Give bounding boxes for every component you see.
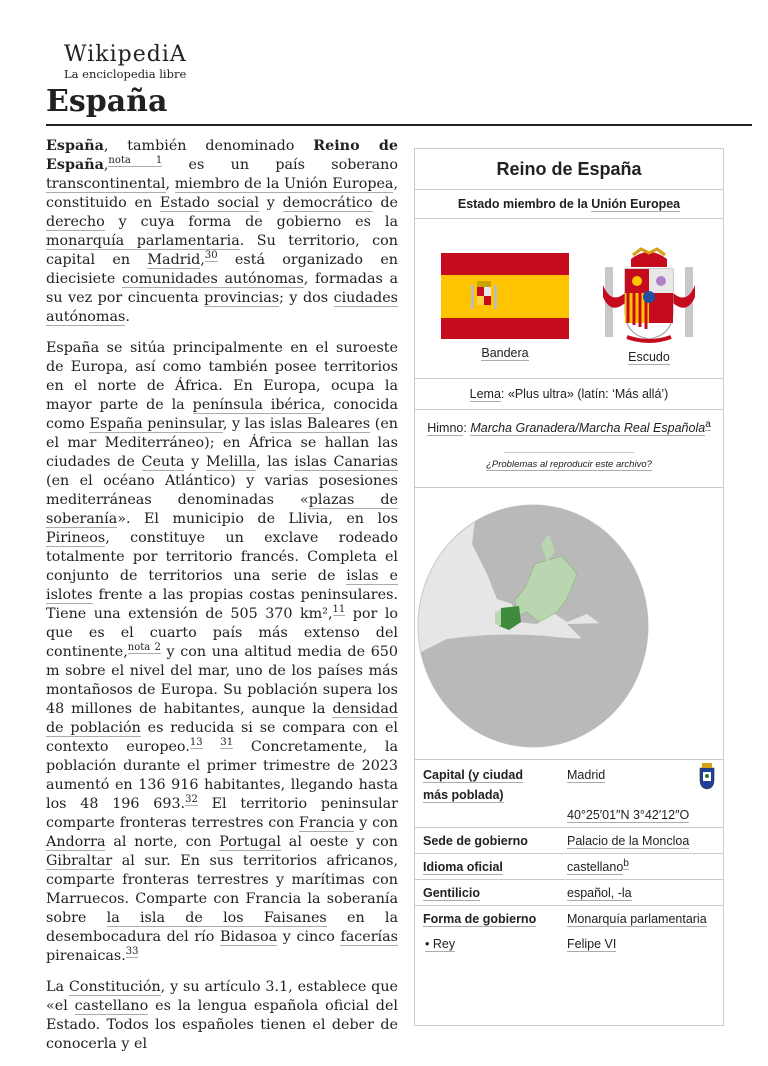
text: , conocida como <box>46 397 398 432</box>
link-madrid[interactable]: Madrid <box>147 252 201 268</box>
coa-caption[interactable] <box>601 350 697 364</box>
link-union-europea[interactable]: miembro de la Unión Europea <box>174 176 394 192</box>
footnote-link[interactable]: b <box>623 857 629 869</box>
text: es un país soberano <box>162 157 398 173</box>
link-himno[interactable]: Himno <box>427 421 464 435</box>
row-forma-gobierno <box>415 906 723 932</box>
text: , formadas a su vez por cincuenta <box>46 271 398 306</box>
text: (en el mar Mediterráneo); en África se hallan las ciudades de <box>46 416 399 470</box>
paragraph-2 <box>46 339 398 966</box>
link-baleares[interactable]: islas Baleares <box>269 416 371 432</box>
text: es reducida si se compara con el contexto europeo. <box>46 720 398 755</box>
motto-value: : «Plus ultra» (latín: ‘Más allá’) <box>500 387 669 401</box>
spain-flag-image[interactable] <box>441 253 569 339</box>
text: y con <box>354 815 398 831</box>
link-union-europea-infobox[interactable]: Unión Europea <box>591 197 681 211</box>
text: está organizado en diecisiete <box>46 252 398 287</box>
link-portugal[interactable]: Portugal <box>219 834 281 850</box>
footnote-link[interactable]: 13 <box>189 737 203 749</box>
text: , <box>165 176 175 192</box>
paragraph-3 <box>46 978 398 1054</box>
wikipedia-logo[interactable] <box>64 43 187 81</box>
infobox-subtitle <box>415 190 723 219</box>
footnote-link[interactable]: 30 <box>204 250 218 262</box>
audio-help-link[interactable] <box>425 459 713 471</box>
audio-player-divider <box>504 452 634 453</box>
text: en la desembocadura del río <box>46 910 398 945</box>
flag-and-coa <box>415 219 723 379</box>
infobox-data-table <box>415 762 723 956</box>
motto-row <box>415 379 723 410</box>
row-capital <box>415 762 723 828</box>
text: , constituido en <box>46 176 399 211</box>
link-gibraltar[interactable]: Gibraltar <box>46 853 113 869</box>
text: pirenaicas. <box>46 948 126 964</box>
text: ; y dos <box>279 290 334 306</box>
text: La <box>46 979 69 995</box>
link-moncloa[interactable]: Palacio de la Moncloa <box>567 834 690 848</box>
link-gentilicio[interactable]: Gentilicio <box>423 886 480 900</box>
link-ciudades-autonomas[interactable]: ciudades autónomas <box>46 290 399 325</box>
link-lema[interactable]: Lema <box>469 387 501 401</box>
footnote-link[interactable]: 31 <box>220 737 234 749</box>
link-constitucion[interactable]: Constitución <box>68 979 161 995</box>
link-melilla[interactable]: Melilla <box>206 454 256 470</box>
orthographic-map-image[interactable] <box>417 504 649 748</box>
text: (en el océano Atlántico) y varias posesiones mediterráneas denominadas « <box>46 473 398 508</box>
text: al norte, con <box>105 834 220 850</box>
footnote-link[interactable]: nota 2 <box>127 642 161 654</box>
text: , constituye un exclave rodeado totalmente por territorio francés. Completa el conjunto de territorios una serie de <box>46 530 398 584</box>
text: frente a las propias costas peninsulares. Tiene una extensión de 505 370 km², <box>46 587 398 622</box>
footnote-link[interactable]: 32 <box>185 794 198 806</box>
link-castellano[interactable]: castellano <box>74 998 149 1014</box>
text: El territorio peninsular comparte fronteras terrestres con <box>46 796 398 831</box>
footnote-link[interactable]: 33 <box>125 946 139 958</box>
link-andorra[interactable]: Andorra <box>46 834 106 850</box>
text: y cinco <box>277 929 341 945</box>
link-madrid-infobox[interactable]: Madrid <box>567 768 606 782</box>
link-pirineos[interactable]: Pirineos <box>46 530 106 546</box>
bold-term: España <box>46 138 104 154</box>
text: al sur. En sus territorios africanos, comparte fronteras terrestres y marítimas con Marruecos. Comparte con Francia la soberanía sobre <box>46 853 398 926</box>
link-facerias[interactable]: facerías <box>340 929 398 945</box>
link-canarias[interactable]: islas Canarias <box>294 454 398 470</box>
link-transcontinental[interactable]: transcontinental <box>46 176 166 192</box>
link-islas-islotes[interactable]: islas e islotes <box>46 568 398 603</box>
link-problemas-audio[interactable]: ¿Problemas al reproducir este archivo? <box>486 459 652 470</box>
text: de <box>372 195 398 211</box>
row-gentilicio <box>415 880 723 906</box>
text: , las <box>255 454 295 470</box>
text: . Su territorio, con capital en <box>46 233 398 268</box>
link-ceuta[interactable]: Ceuta <box>141 454 185 470</box>
page-title: España <box>46 82 752 126</box>
link-bandera[interactable]: Bandera <box>481 346 529 360</box>
link-escudo[interactable]: Escudo <box>628 350 670 364</box>
link-democratico[interactable]: democrático <box>282 195 373 211</box>
coordinates-link[interactable]: 40°25′01″N 3°42′12″O <box>567 808 690 822</box>
link-idioma[interactable]: Idioma oficial <box>423 860 503 874</box>
text: , <box>103 157 109 173</box>
text: por lo que es el cuarto país más extenso del continente, <box>46 606 398 660</box>
text: ». El municipio de Llivia, en los <box>117 511 398 527</box>
text: Estado miembro de la <box>457 197 592 211</box>
link-espanol[interactable]: español, -la <box>567 886 632 900</box>
text: es la lengua española oficial del Estado. Todos los españoles tienen el deber de conocerla y el <box>46 998 398 1052</box>
link-bidasoa[interactable]: Bidasoa <box>219 929 278 945</box>
link-estado-social[interactable]: Estado social <box>159 195 260 211</box>
text: , <box>200 252 205 268</box>
text: España se sitúa principalmente en el suroeste de Europa, así como también posee territorios en el norte de África. En Europa, ocupa la mayor parte de la <box>46 340 398 413</box>
link-peninsula[interactable]: península ibérica <box>192 397 321 413</box>
link-monarquia[interactable]: monarquía parlamentaria <box>46 233 240 249</box>
infobox <box>414 148 724 1026</box>
link-marcha-real[interactable]: Marcha Granadera/Marcha Real Española <box>470 421 706 435</box>
text: y cuya forma de gobierno es la <box>104 214 398 230</box>
text: , también denominado <box>103 138 314 154</box>
text: . <box>125 309 130 325</box>
footnote-link[interactable]: a <box>705 418 711 430</box>
link-monarquia-infobox[interactable]: Monarquía parlamentaria <box>567 912 707 926</box>
flag-caption[interactable] <box>441 346 569 360</box>
article-body <box>46 137 398 1066</box>
text: y <box>259 195 283 211</box>
link-derecho[interactable]: derecho <box>46 214 105 230</box>
link-provincias[interactable]: provincias <box>204 290 280 306</box>
footnote-link[interactable]: nota 1 <box>108 155 163 167</box>
link-densidad[interactable]: densidad de población <box>46 701 398 736</box>
link-castellano-infobox[interactable]: castellano <box>567 860 624 874</box>
text: y <box>184 454 207 470</box>
label-sede: Sede de gobierno <box>415 828 559 854</box>
bold-term: Reino de España <box>46 138 398 173</box>
link-felipe-vi[interactable]: Felipe VI <box>567 937 617 951</box>
coat-of-arms-image[interactable] <box>601 245 697 349</box>
text: Concretamente, la población durante el primer trimestre de 2023 aumentó en 136 916 habitantes, llegando hasta los 48 196 693. <box>46 739 398 812</box>
link-francia[interactable]: Francia <box>298 815 355 831</box>
link-rey[interactable]: • Rey <box>425 937 456 951</box>
link-espana-peninsular[interactable]: España peninsular <box>89 416 223 432</box>
paragraph-1 <box>46 137 398 327</box>
link-capital[interactable]: Capital (y ciudad más poblada) <box>423 768 524 802</box>
text: , y su artículo 3.1, establece que «el <box>46 979 399 1014</box>
row-sede <box>415 828 723 854</box>
footnote-link[interactable]: 11 <box>332 604 346 616</box>
location-map <box>415 488 723 760</box>
link-forma-gobierno[interactable]: Forma de gobierno <box>423 912 537 926</box>
logo-wordmark: WikipediA <box>64 42 187 67</box>
text: al oeste y con <box>280 834 398 850</box>
text <box>203 739 221 755</box>
madrid-coat-of-arms-icon[interactable] <box>697 762 717 790</box>
row-idioma <box>415 854 723 880</box>
infobox-title: Reino de España <box>415 149 723 190</box>
text: y con una altitud media de 650 m sobre el nivel del mar, uno de los países más montañosos de Europa. Su población supera los 48 millones de habitantes, aunque la <box>46 644 398 717</box>
link-plazas[interactable]: plazas de soberanía <box>46 492 398 527</box>
anthem-row: Himno: Marcha Granadera/Marcha Real Española$^a$ ¿Problemas al reproducir este archivo? <box>415 410 723 488</box>
row-rey <box>415 931 723 956</box>
logo-tagline: La enciclopedia libre <box>64 67 187 81</box>
link-isla-faisanes[interactable]: la isla de los Faisanes <box>106 910 327 926</box>
link-comunidades[interactable]: comunidades autónomas <box>122 271 304 287</box>
text: , y las <box>222 416 270 432</box>
